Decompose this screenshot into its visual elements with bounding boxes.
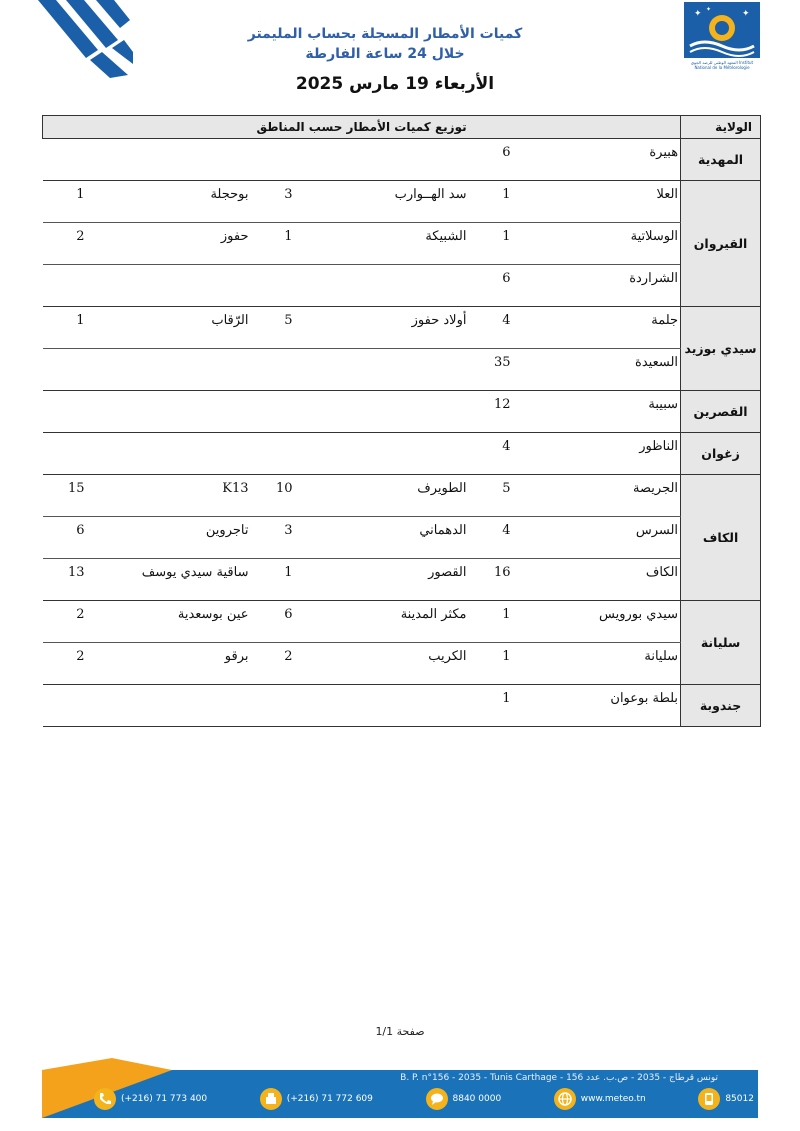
station-name: الشراردة bbox=[517, 265, 681, 307]
phone-icon bbox=[94, 1088, 116, 1110]
rainfall-value bbox=[251, 265, 299, 307]
station-name: ساقية سيدي يوسف bbox=[91, 559, 251, 601]
station-name: الدهماني bbox=[299, 517, 469, 559]
svg-text:✦: ✦ bbox=[694, 9, 702, 19]
rainfall-value bbox=[251, 685, 299, 727]
rainfall-value: 2 bbox=[43, 643, 91, 685]
station-name bbox=[91, 433, 251, 475]
footer-contacts bbox=[94, 1088, 754, 1110]
region-name: القصرين bbox=[681, 391, 761, 433]
footer-address: B. P. n°156 - 2035 - Tunis Carthage - تونس قرطاج - 2035 - ص.ب. عدد 156 bbox=[400, 1073, 718, 1083]
table-row bbox=[43, 181, 761, 223]
station-name: هبيرة bbox=[517, 139, 681, 181]
table-row bbox=[43, 307, 761, 349]
rainfall-value bbox=[251, 349, 299, 391]
station-name bbox=[299, 391, 469, 433]
rainfall-value: 1 bbox=[469, 181, 517, 223]
contact-fax-text: (+216) 71 772 609 bbox=[286, 1094, 373, 1104]
rainfall-value: 6 bbox=[469, 139, 517, 181]
table-row bbox=[43, 643, 761, 685]
station-name: مكثر المدينة bbox=[299, 601, 469, 643]
rainfall-value bbox=[43, 391, 91, 433]
rainfall-value: 1 bbox=[469, 685, 517, 727]
rainfall-value bbox=[43, 265, 91, 307]
rainfall-value: 2 bbox=[43, 601, 91, 643]
contact-sms[interactable] bbox=[698, 1088, 754, 1110]
station-name: السرس bbox=[517, 517, 681, 559]
rainfall-value: 12 bbox=[469, 391, 517, 433]
rainfall-value: 15 bbox=[43, 475, 91, 517]
rainfall-value bbox=[43, 139, 91, 181]
station-name: القصور bbox=[299, 559, 469, 601]
rainfall-value: 2 bbox=[43, 223, 91, 265]
station-name: الجريصة bbox=[517, 475, 681, 517]
wilaya-header: الولاية bbox=[681, 116, 761, 139]
svg-text:✦: ✦ bbox=[706, 6, 712, 13]
station-name: الناظور bbox=[517, 433, 681, 475]
station-name: أولاد حفوز bbox=[299, 307, 469, 349]
rainfall-value: 10 bbox=[251, 475, 299, 517]
station-name: الرّقاب bbox=[91, 307, 251, 349]
rainfall-value bbox=[251, 139, 299, 181]
station-name: سبيبة bbox=[517, 391, 681, 433]
table-title: توزيع كميات الأمطار حسب المناطق bbox=[43, 116, 681, 139]
contact-fax[interactable] bbox=[260, 1088, 373, 1110]
rainfall-value bbox=[43, 685, 91, 727]
report-title bbox=[240, 24, 530, 64]
globe-icon bbox=[554, 1088, 576, 1110]
rainfall-value: 6 bbox=[469, 265, 517, 307]
region-name: القيروان bbox=[681, 181, 761, 307]
rainfall-value bbox=[251, 433, 299, 475]
region-name: جندوبة bbox=[681, 685, 761, 727]
station-name: العلا bbox=[517, 181, 681, 223]
station-name: جلمة bbox=[517, 307, 681, 349]
contact-phone-text: (+216) 71 773 400 bbox=[121, 1094, 208, 1104]
region-name: الكاف bbox=[681, 475, 761, 601]
rainfall-value: 1 bbox=[251, 559, 299, 601]
table-row bbox=[43, 391, 761, 433]
rainfall-value: 1 bbox=[469, 601, 517, 643]
station-name bbox=[91, 391, 251, 433]
rainfall-value: 16 bbox=[469, 559, 517, 601]
station-name: الكاف bbox=[517, 559, 681, 601]
table-row bbox=[43, 349, 761, 391]
station-name bbox=[299, 433, 469, 475]
rainfall-value: 6 bbox=[43, 517, 91, 559]
station-name: الطويرف bbox=[299, 475, 469, 517]
table-row bbox=[43, 433, 761, 475]
contact-website[interactable] bbox=[554, 1088, 646, 1110]
rainfall-value: 4 bbox=[469, 517, 517, 559]
rainfall-value: 1 bbox=[251, 223, 299, 265]
rainfall-table bbox=[42, 115, 761, 727]
region-name: زغوان bbox=[681, 433, 761, 475]
station-name bbox=[91, 139, 251, 181]
station-name: الوسلاتية bbox=[517, 223, 681, 265]
table-row bbox=[43, 139, 761, 181]
table-row bbox=[43, 685, 761, 727]
station-name: حفوز bbox=[91, 223, 251, 265]
rainfall-value: 4 bbox=[469, 307, 517, 349]
rainfall-value: 5 bbox=[469, 475, 517, 517]
contact-chat[interactable] bbox=[426, 1088, 502, 1110]
station-name: عين بوسعدية bbox=[91, 601, 251, 643]
station-name: الشبيكة bbox=[299, 223, 469, 265]
station-name bbox=[91, 265, 251, 307]
rainfall-value: 1 bbox=[43, 181, 91, 223]
rainfall-value: 5 bbox=[251, 307, 299, 349]
rainfall-value: 3 bbox=[251, 181, 299, 223]
table-row bbox=[43, 223, 761, 265]
rainfall-value: 6 bbox=[251, 601, 299, 643]
table-row bbox=[43, 475, 761, 517]
rainfall-value bbox=[251, 391, 299, 433]
contact-sms-text: 85012 bbox=[725, 1094, 754, 1104]
report-date: الأربعاء 19 مارس 2025 bbox=[295, 74, 495, 94]
rainfall-value: 1 bbox=[43, 307, 91, 349]
station-name bbox=[299, 139, 469, 181]
station-name: K13 bbox=[91, 475, 251, 517]
table-row bbox=[43, 517, 761, 559]
station-name bbox=[299, 349, 469, 391]
station-name: سد الهــوارب bbox=[299, 181, 469, 223]
footer bbox=[42, 1058, 758, 1118]
contact-website-text: www.meteo.tn bbox=[580, 1094, 646, 1104]
station-name bbox=[299, 265, 469, 307]
station-name: الكريب bbox=[299, 643, 469, 685]
rainfall-value: 13 bbox=[43, 559, 91, 601]
station-name bbox=[91, 349, 251, 391]
title-line-2: خلال 24 ساعة الفارطة bbox=[305, 46, 465, 62]
table-row bbox=[43, 559, 761, 601]
fax-icon bbox=[260, 1088, 282, 1110]
table-header-row bbox=[43, 116, 761, 139]
station-name: سليانة bbox=[517, 643, 681, 685]
station-name: برقو bbox=[91, 643, 251, 685]
region-name: سيدي بوزيد bbox=[681, 307, 761, 391]
rainfall-value: 35 bbox=[469, 349, 517, 391]
contact-chat-text: 8840 0000 bbox=[452, 1094, 502, 1104]
rainfall-value: 4 bbox=[469, 433, 517, 475]
svg-text:✦: ✦ bbox=[742, 9, 750, 19]
title-line-1: كميات الأمطار المسجلة بحساب المليمتر bbox=[247, 26, 523, 42]
page-number: صفحة 1/1 bbox=[375, 1025, 425, 1038]
rainfall-value: 1 bbox=[469, 643, 517, 685]
region-name: سليانة bbox=[681, 601, 761, 685]
station-name: السعيدة bbox=[517, 349, 681, 391]
station-name bbox=[299, 685, 469, 727]
rainfall-value bbox=[43, 433, 91, 475]
station-name: بلطة بوعوان bbox=[517, 685, 681, 727]
station-name: سيدي بورويس bbox=[517, 601, 681, 643]
table-row bbox=[43, 265, 761, 307]
decorative-stripes bbox=[38, 0, 133, 78]
rainfall-value: 1 bbox=[469, 223, 517, 265]
station-name: تاجروين bbox=[91, 517, 251, 559]
contact-phone[interactable] bbox=[94, 1088, 207, 1110]
rainfall-value: 3 bbox=[251, 517, 299, 559]
table-row bbox=[43, 601, 761, 643]
region-name: المهدية bbox=[681, 139, 761, 181]
station-name: بوحجلة bbox=[91, 181, 251, 223]
station-name bbox=[91, 685, 251, 727]
logo-org-name: المعهد الوطني للرصد الجوي Institut National de la Météorologie bbox=[690, 60, 754, 70]
chat-icon bbox=[426, 1088, 448, 1110]
sms-icon bbox=[698, 1088, 720, 1110]
rainfall-value: 2 bbox=[251, 643, 299, 685]
rainfall-value bbox=[43, 349, 91, 391]
